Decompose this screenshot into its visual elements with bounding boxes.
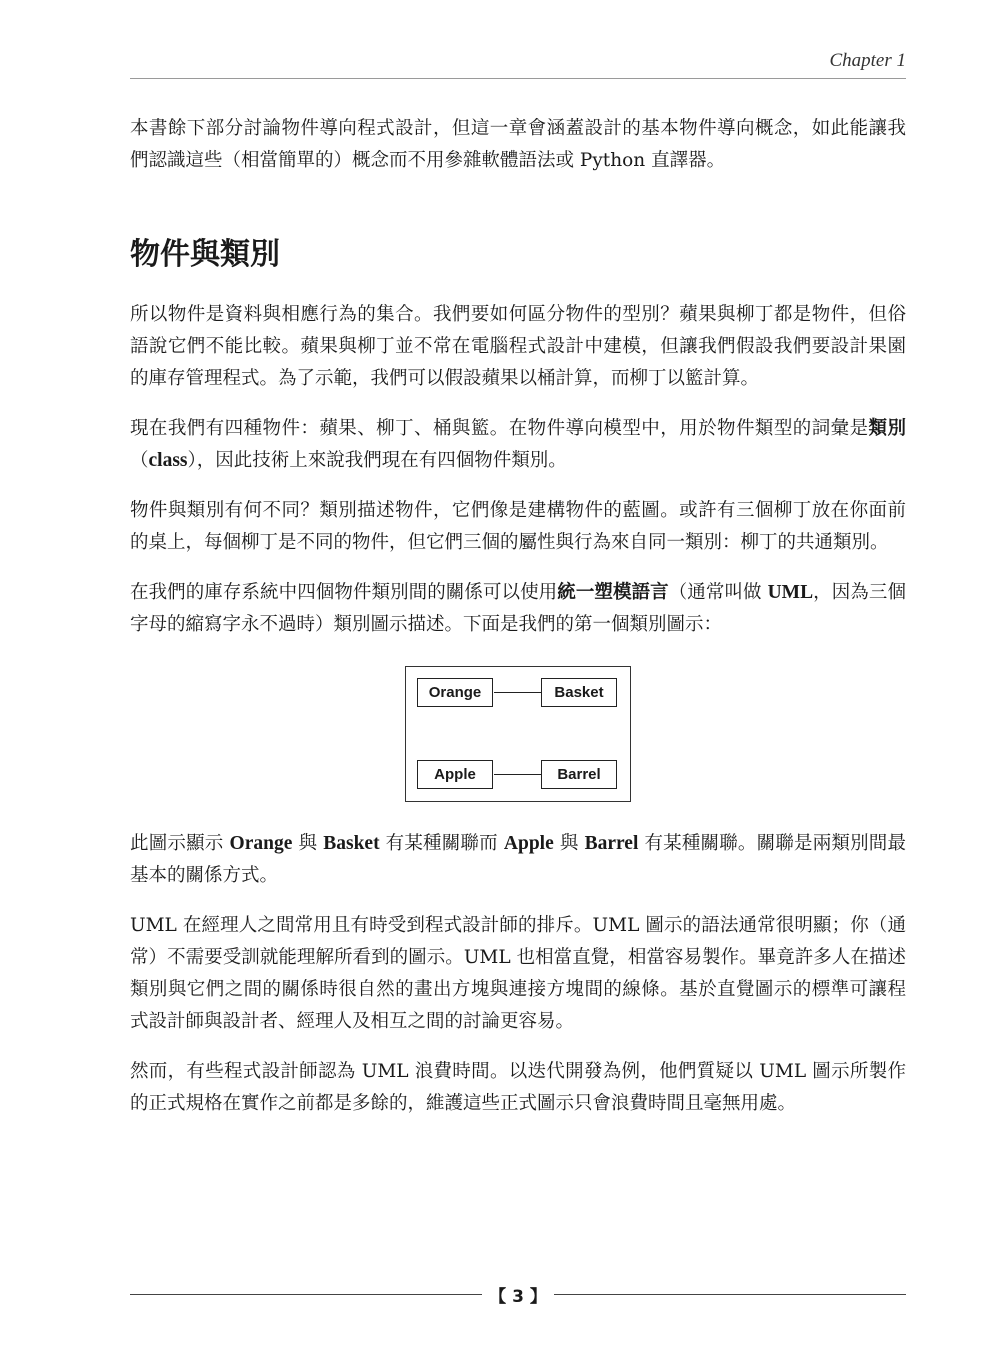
paragraph-class-term — [130, 413, 906, 477]
text-run: 有某種關聯。關聯是兩類別間最基本的關係方式。 — [130, 833, 906, 886]
bold-term-apple: Apple — [503, 833, 554, 854]
text-run: ），因此技術上來說我們現在有四個物件類別。 — [187, 450, 567, 471]
page-number: 【 3 】 — [489, 1287, 547, 1307]
paragraph-diagram-explanation — [130, 828, 906, 892]
text-run: （ — [130, 450, 149, 471]
paragraph-uml-usage: UML 在經理人之間常用且有時受到程式設計師的排斥。UML 圖示的語法通常很明顯；你（通常）不需要受訓就能理解所看到的圖示。UML 也相當直覺，相當容易製作。畢竟許多人在描述類別與它們之間的關係時很自然的畫出方塊與連接方塊間的線條。基於直覺圖示的標準可讓程式設計師與設計者、經理人及相互之間的討論更容易。 — [130, 915, 906, 1032]
footer-rule-right — [554, 1294, 906, 1295]
text-run: （通常叫做 — [668, 582, 768, 603]
text-run: 有某種關聯而 — [379, 833, 504, 854]
section-title: 物件與類別 — [130, 237, 280, 272]
bold-term-uml-zh: 統一塑模語言 — [557, 582, 669, 603]
chapter-label: Chapter 1 — [829, 50, 906, 71]
page-content — [130, 113, 906, 1120]
text-run: 與 — [292, 833, 324, 854]
text-run: 在我們的庫存系統中四個物件類別間的關係可以使用 — [130, 582, 558, 603]
text-run: ，因為三個字母的縮寫字永不過時）類別圖示描述。下面是我們的第一個類別圖示： — [130, 582, 906, 635]
page-footer — [130, 1282, 906, 1312]
bold-term-uml: UML — [767, 582, 814, 603]
paragraph-objects: 所以物件是資料與相應行為的集合。我們要如何區分物件的型別？蘋果與柳丁都是物件，但俗語說它們不能比較。蘋果與柳丁並不常在電腦程式設計中建模，但讓我們假設我們要設計果園的庫存管理程式。為了示範，我們可以假設蘋果以桶計算，而柳丁以籃計算。 — [130, 304, 906, 389]
paragraph-class-vs-object: 物件與類別有何不同？類別描述物件，它們像是建構物件的藍圖。或許有三個柳丁放在你面前的桌上，每個柳丁是不同的物件，但它們三個的屬性與行為來自同一類別：柳丁的共通類別。 — [130, 500, 906, 553]
intro-paragraph: 本書餘下部分討論物件導向程式設計，但這一章會涵蓋設計的基本物件導向概念，如此能讓我們認識這些（相當簡單的）概念而不用參雜軟體語法或 Python 直譯器。 — [130, 118, 906, 171]
class-box-apple: Apple — [417, 760, 493, 789]
class-box-barrel: Barrel — [541, 760, 617, 789]
bold-term-orange: Orange — [229, 833, 293, 854]
bold-term-class: 類別 — [868, 418, 906, 439]
paragraph-uml-intro — [130, 577, 906, 641]
paragraph-uml-criticism: 然而，有些程式設計師認為 UML 浪費時間。以迭代開發為例，他們質疑以 UML 圖示所製作的正式規格在實作之前都是多餘的，維護這些正式圖示只會浪費時間且毫無用處。 — [130, 1061, 906, 1114]
bold-term-barrel: Barrel — [584, 833, 639, 854]
association-line — [494, 692, 541, 693]
text-run: 現在我們有四種物件：蘋果、柳丁、桶與籃。在物件導向模型中，用於物件類型的詞彙是 — [130, 418, 869, 439]
class-box-orange: Orange — [417, 678, 493, 707]
bold-term-basket: Basket — [323, 833, 380, 854]
text-run: 與 — [553, 833, 585, 854]
association-line — [494, 774, 541, 775]
class-box-basket: Basket — [541, 678, 617, 707]
uml-class-diagram — [405, 666, 631, 802]
text-run: 此圖示顯示 — [130, 833, 230, 854]
bold-term-class-en: class — [148, 450, 188, 471]
page-header — [130, 50, 906, 79]
